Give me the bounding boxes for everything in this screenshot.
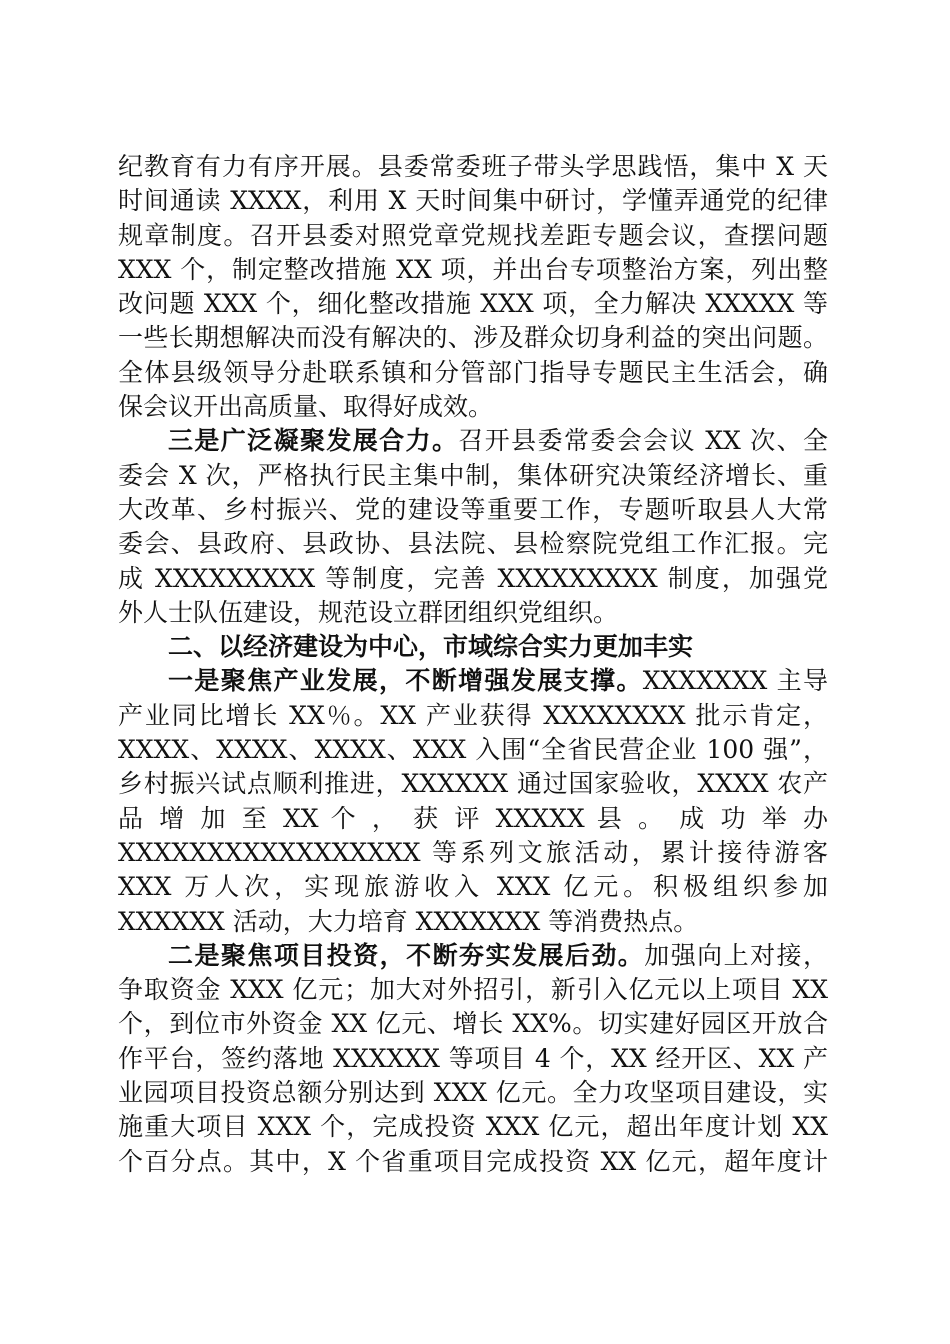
text-line: 产业同比增长 XX％。XX 产业获得 XXXXXXXX 批示肯定， bbox=[118, 700, 828, 730]
text-line: XXXXXX 活动，大力培育 XXXXXXX 等消费热点。 bbox=[118, 906, 699, 936]
text-line: 业园项目投资总额分别达到 XXX 亿元。全力攻坚项目建设，实 bbox=[118, 1078, 828, 1108]
paragraph-heading: 一是聚焦产业发展，不断增强发展支撑。 bbox=[168, 666, 643, 696]
section-heading: 二、以经济建设为中心，市域综合实力更加丰实 bbox=[168, 632, 694, 662]
text-line: 作平台，签约落地 XXXXXX 等项目 4 个，XX 经开区、XX 产 bbox=[118, 1043, 828, 1073]
text-line: 一些长期想解决而没有解决的、涉及群众切身利益的突出问题。 bbox=[118, 323, 828, 353]
text-line: 品 增 加 至 XX 个 ， 获 评 XXXXX 县 。 成 功 举 办 bbox=[118, 803, 828, 833]
text-line: XXX 万人次，实现旅游收入 XXX 亿元。积极组织参加 bbox=[118, 872, 828, 902]
text-line bbox=[118, 939, 828, 973]
text-line bbox=[118, 664, 828, 698]
text-line: 个，到位市外资金 XX 亿元、增长 XX%。切实建好园区开放合 bbox=[118, 1009, 828, 1039]
text-span: XXXXXXX 主导 bbox=[642, 666, 828, 696]
text-span: 召开县委常委会会议 XX 次、全 bbox=[458, 426, 828, 456]
text-line: 委会、县政府、县政协、县法院、县检察院党组工作汇报。完 bbox=[118, 529, 828, 559]
text-line: 个百分点。其中，X 个省重项目完成投资 XX 亿元，超年度计 bbox=[118, 1146, 828, 1176]
text-line: 大改革、乡村振兴、党的建设等重要工作，专题听取县人大常 bbox=[118, 494, 828, 524]
text-line: 乡村振兴试点顺利推进，XXXXXX 通过国家验收，XXXX 农产 bbox=[118, 769, 828, 799]
paragraph-heading: 三是广泛凝聚发展合力。 bbox=[168, 426, 459, 456]
text-line: 规章制度。召开县委对照党章党规找差距专题会议，查摆问题 bbox=[118, 220, 828, 250]
text-line: XXXX、XXXX、XXXX、XXX 入围“全省民营企业 100 强”， bbox=[118, 735, 828, 765]
text-line: 保会议开出高质量、取得好成效。 bbox=[118, 392, 494, 422]
text-line: 施重大项目 XXX 个，完成投资 XXX 亿元，超出年度计划 XX bbox=[118, 1112, 828, 1142]
text-line: 时间通读 XXXX，利用 X 天时间集中研讨，学懂弄通党的纪律 bbox=[118, 186, 828, 216]
text-line: XXX 个，制定整改措施 XX 项，并出台专项整治方案，列出整 bbox=[118, 254, 828, 284]
text-line: 外人士队伍建设，规范设立群团组织党组织。 bbox=[118, 597, 619, 627]
text-line: 全体县级领导分赴联系镇和分管部门指导专题民主生活会，确 bbox=[118, 357, 828, 387]
paragraph-development-synergy bbox=[118, 424, 828, 630]
text-line: XXXXXXXXXXXXXXXXX 等系列文旅活动，累计接待游客 bbox=[118, 837, 828, 867]
text-line: 纪教育有力有序开展。县委常委班子带头学思践悟，集中 X 天 bbox=[118, 152, 828, 181]
text-line: 成 XXXXXXXXX 等制度，完善 XXXXXXXXX 制度，加强党 bbox=[118, 563, 828, 593]
document-page bbox=[118, 150, 828, 1179]
text-line: 改问题 XXX 个，细化整改措施 XXX 项，全力解决 XXXXX 等 bbox=[118, 289, 828, 319]
text-line: 争取资金 XXX 亿元；加大对外招引，新引入亿元以上项目 XX bbox=[118, 975, 828, 1005]
paragraph-discipline-education bbox=[118, 150, 828, 424]
paragraph-heading: 二是聚焦项目投资，不断夯实发展后劲。 bbox=[168, 940, 645, 970]
text-line: 委会 X 次，严格执行民主集中制，集体研究决策经济增长、重 bbox=[118, 460, 828, 490]
text-span: 加强向上对接， bbox=[644, 940, 828, 970]
text-line bbox=[118, 424, 828, 458]
paragraph-industry-development bbox=[118, 664, 828, 938]
paragraph-project-investment bbox=[118, 939, 828, 1179]
